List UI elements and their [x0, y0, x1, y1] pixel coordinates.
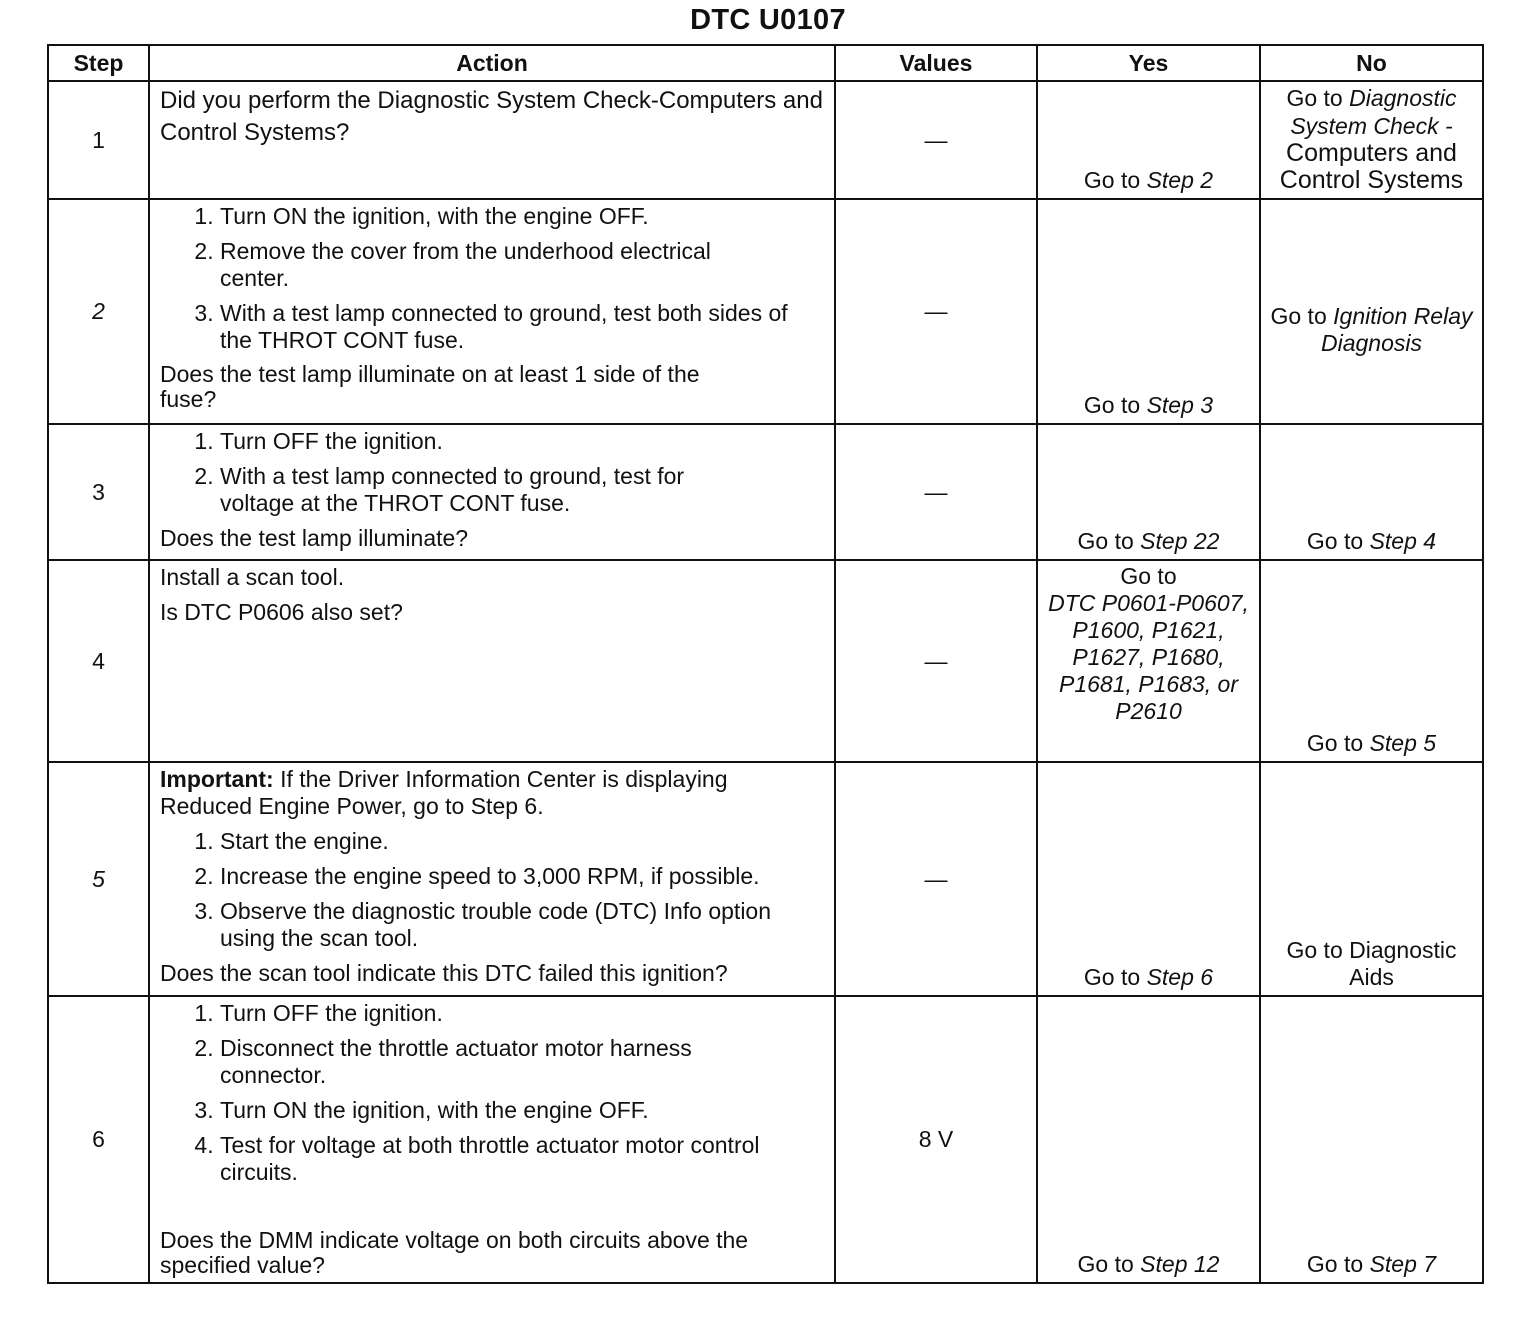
yes-cell	[1037, 996, 1260, 1283]
yes-prefix: Go to	[1083, 964, 1141, 990]
action-cell	[149, 81, 835, 199]
yes-link[interactable]: DTC P0601-P0607, P1600, P1621, P1627, P1680, P1681, P1683, or P2610	[1048, 590, 1249, 724]
value-cell: —	[835, 81, 1037, 199]
step-number: 5	[48, 762, 149, 996]
table-row	[48, 762, 1483, 996]
yes-link[interactable]: Step 22	[1140, 528, 1220, 554]
action-list	[160, 1000, 826, 1186]
table-row	[48, 81, 1483, 199]
yes-link[interactable]: Step 6	[1146, 964, 1214, 990]
no-cell	[1260, 199, 1483, 424]
no-text[interactable]: Go to Diagnostic Aids	[1286, 937, 1457, 990]
no-suffix: Computers and Control Systems	[1279, 139, 1464, 194]
yes-prefix: Go to	[1077, 528, 1134, 554]
yes-prefix: Go to	[1077, 1251, 1134, 1277]
yes-link[interactable]: Step 12	[1140, 1251, 1220, 1277]
yes-cell	[1037, 199, 1260, 424]
no-link[interactable]: Diagnostic System Check -	[1290, 85, 1457, 139]
yes-prefix: Go to	[1083, 392, 1141, 418]
table-row	[48, 560, 1483, 762]
list-item: 1. Start the engine.	[220, 828, 826, 855]
yes-cell	[1037, 560, 1260, 762]
action-list	[160, 428, 826, 517]
yes-cell	[1037, 762, 1260, 996]
action-cell	[149, 996, 835, 1283]
value-cell: —	[835, 424, 1037, 560]
header-no: No	[1260, 45, 1483, 81]
action-question: Is DTC P0606 also set?	[160, 599, 403, 625]
list-item: 3. Observe the diagnostic trouble code (DTC) Info option using the scan tool.	[220, 898, 780, 952]
yes-cell	[1037, 81, 1260, 199]
action-cell	[149, 424, 835, 560]
action-question: Does the test lamp illuminate?	[160, 525, 469, 551]
list-item: 1. Turn ON the ignition, with the engine OFF.	[220, 203, 826, 230]
header-values: Values	[835, 45, 1037, 81]
action-question: Did you perform the Diagnostic System Check-Computers and Control Systems?	[160, 87, 823, 146]
step-number: 1	[48, 81, 149, 199]
yes-prefix: Go to	[1120, 563, 1177, 589]
no-link[interactable]: Step 5	[1369, 730, 1437, 756]
step-number: 6	[48, 996, 149, 1283]
list-item: 2. Increase the engine speed to 3,000 RPM, if possible.	[220, 863, 826, 890]
no-cell	[1260, 996, 1483, 1283]
no-link[interactable]: Step 4	[1369, 528, 1437, 554]
important-label: Important:	[160, 766, 274, 792]
value-cell: —	[835, 762, 1037, 996]
list-item: 1. Turn OFF the ignition.	[220, 428, 826, 455]
no-cell	[1260, 762, 1483, 996]
header-step: Step	[48, 45, 149, 81]
list-item: 1. Turn OFF the ignition.	[220, 1000, 826, 1027]
no-cell	[1260, 81, 1483, 199]
action-question: Does the test lamp illuminate on at least 1 side of the fuse?	[160, 361, 700, 412]
header-action: Action	[149, 45, 835, 81]
action-question: Does the scan tool indicate this DTC failed this ignition?	[160, 960, 728, 986]
list-item: 3. Turn ON the ignition, with the engine OFF.	[220, 1097, 826, 1124]
yes-cell	[1037, 424, 1260, 560]
no-prefix: Go to	[1270, 302, 1327, 329]
action-cell	[149, 199, 835, 424]
step-number: 4	[48, 560, 149, 762]
no-cell	[1260, 424, 1483, 560]
diagnostic-table	[47, 44, 1484, 1284]
page-title: DTC U0107	[690, 4, 846, 36]
no-prefix: Go to	[1306, 1251, 1364, 1277]
list-item: 2. Remove the cover from the underhood electrical center.	[220, 238, 780, 292]
yes-link[interactable]: Step 2	[1146, 167, 1214, 193]
action-list	[160, 828, 826, 952]
action-question: Does the DMM indicate voltage on both circuits above the specified value?	[160, 1227, 749, 1278]
table-header-row	[48, 45, 1483, 81]
action-cell	[149, 762, 835, 996]
action-cell	[149, 560, 835, 762]
no-link[interactable]: Ignition Relay Diagnosis	[1321, 302, 1473, 356]
no-prefix: Go to	[1306, 528, 1364, 554]
action-list	[160, 203, 826, 354]
yes-link[interactable]: Step 3	[1146, 392, 1214, 418]
table-row	[48, 199, 1483, 424]
value-cell: —	[835, 199, 1037, 424]
action-instruction: Install a scan tool.	[160, 564, 345, 590]
important-note	[160, 766, 810, 820]
no-prefix: Go to	[1306, 730, 1364, 756]
table-row	[48, 996, 1483, 1283]
important-text: If the Driver Information Center is displaying Reduced Engine Power, go to Step 6.	[160, 766, 728, 819]
list-item: 2. With a test lamp connected to ground, test for voltage at the THROT CONT fuse.	[220, 463, 760, 517]
no-cell	[1260, 560, 1483, 762]
list-item: 3. With a test lamp connected to ground, test both sides of the THROT CONT fuse.	[220, 300, 826, 354]
step-number: 3	[48, 424, 149, 560]
value-cell: —	[835, 560, 1037, 762]
no-prefix: Go to	[1286, 85, 1343, 111]
yes-prefix: Go to	[1083, 167, 1141, 193]
value-cell: 8 V	[835, 996, 1037, 1283]
list-item: 2. Disconnect the throttle actuator motor harness connector.	[220, 1035, 780, 1089]
header-yes: Yes	[1037, 45, 1260, 81]
no-link[interactable]: Step 7	[1369, 1251, 1437, 1277]
step-number: 2	[48, 199, 149, 424]
list-item: 4. Test for voltage at both throttle actuator motor control circuits.	[220, 1132, 826, 1186]
table-row	[48, 424, 1483, 560]
